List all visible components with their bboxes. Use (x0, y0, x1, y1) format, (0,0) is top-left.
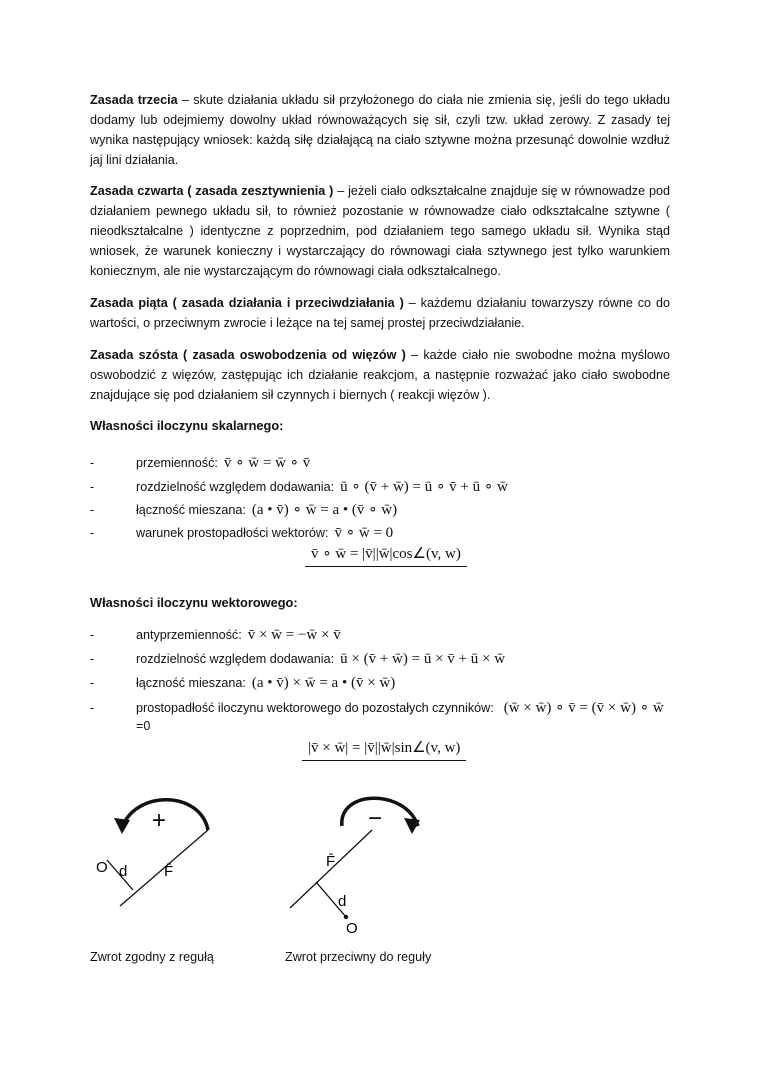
moment-direction-figures (80, 790, 420, 940)
arm-d-label: d (338, 893, 347, 910)
vector-item-distributivity: - rozdzielność względem dodawania: ū × (v̄ + w̄) = ū × v̄ + ū × w̄ (90, 651, 506, 667)
scalar-product-heading: Własności iloczynu skalarnego: (90, 418, 284, 433)
paragraph-zasada-piata: Zasada piąta ( zasada działania i przeciwdziałania ) – każdemu działaniu towarzyszy równe co do wartości, o przeciwnym zwrocie i leżące na tej samej prostej przeciwdziałanie. (90, 296, 670, 330)
figure-left-positive-moment (96, 800, 208, 906)
force-f-label: F̄ (326, 853, 336, 870)
paragraph-zasada-czwarta: Zasada czwarta ( zasada zesztywnienia ) – jeżeli ciało odkształcalne znajduje się w równowadze pod działaniem pewnego układu sił, to również pozostanie w równowadze ciało odkształcalne sztywne ( nieodkształcalne ) identyczne z poprzednim, pod działaniem tego samego układu sił. Wynika stąd wniosek, że warunek konieczny i wystarczający do równowagi ciała sztywnego jest tylko warunkiem koniecznym, ale nie wystarczającym do równowagi ciała odkształcalnego. (90, 184, 670, 278)
scalar-item-commutativity: - przemienność: v̄ ∘ w̄ = w̄ ∘ v̄ (90, 455, 311, 471)
caption-right: Zwrot przeciwny do reguły (285, 950, 432, 964)
figure-right-negative-moment (290, 798, 420, 937)
scalar-product-formula: v̄ ∘ w̄ = |v̄||w̄|cos∠(v, w) (305, 544, 467, 567)
scalar-item-perpendicularity: - warunek prostopadłości wektorów: v̄ ∘ w̄ = 0 (90, 525, 394, 541)
point-o-label: O (96, 859, 108, 876)
paragraph-zasada-szosta: Zasada szósta ( zasada oswobodzenia od więzów ) – każde ciało nie swobodne można myślowo oswobodzić z więzów, zastępując ich działanie reakcjom, a następnie rozważać jako ciało swobodne znajdujące się pod działaniem sił czynnych i biernych ( reakcji więzów ). (90, 348, 671, 402)
point-o-label: O (346, 920, 358, 937)
scalar-item-associativity: - łączność mieszana: (a • v̄) ∘ w̄ = a • (v̄ ∘ w̄) (90, 502, 398, 518)
paragraph-zasada-trzecia: Zasada trzecia – skute działania układu sił przyłożonego do ciała nie zmienia się, jeśli do tego układu dodamy lub odejmiemy dowolny układ równoważących się sił, czyli tzw. układ zerowy. Z zasady tej wynika następujący wniosek: każdą siłę działającą na ciało sztywne można przesunąć dowolnie wzdłuż jaj lini działania. (90, 93, 671, 167)
sign-minus: − (368, 805, 383, 832)
sign-plus: + (152, 807, 167, 834)
vector-item-continuation: =0 (136, 719, 151, 733)
point-o-dot (344, 915, 348, 919)
arc-arrowhead (114, 818, 130, 834)
vector-product-formula: |v̄ × w̄| = |v̄||w̄|sin∠(v, w) (302, 738, 466, 761)
force-f-label: F̄ (164, 863, 174, 880)
caption-left: Zwrot zgodny z regułą (90, 950, 214, 964)
arm-d-label: d (119, 863, 128, 880)
scalar-item-distributivity: - rozdzielność względem dodawania: ū ∘ (v̄ + w̄) = ū ∘ v̄ + ū ∘ w̄ (90, 479, 508, 495)
vector-item-associativity: - łączność mieszana: (a • v̄) × w̄ = a • (v̄ × w̄) (90, 675, 396, 691)
vector-item-anticommutativity: - antyprzemienność: v̄ × w̄ = −w̄ × v̄ (90, 627, 341, 643)
vector-product-heading: Własności iloczynu wektorowego: (90, 595, 298, 610)
vector-item-perpendicularity: - prostopadłość iloczynu wektorowego do pozostałych czynników: (w̄ × w̄) ∘ v̄ = (v̄ × w̄) ∘ w̄ (90, 700, 664, 716)
